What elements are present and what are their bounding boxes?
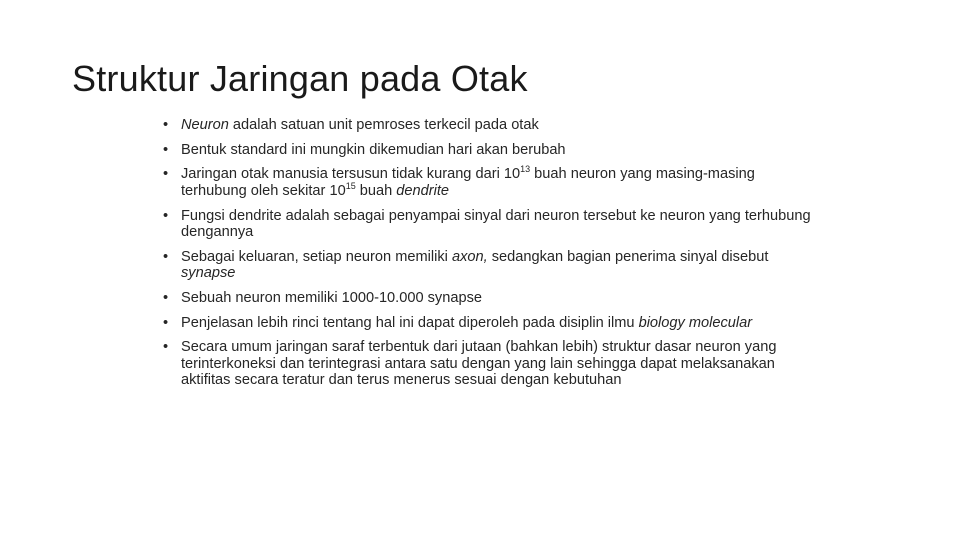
bullet-dot-icon: • xyxy=(163,207,169,224)
text-run: Penjelasan lebih rinci tentang hal ini dapat diperoleh pada disiplin ilmu xyxy=(181,314,639,331)
bullet-dot-icon: • xyxy=(163,141,169,158)
bullet-dot-icon: • xyxy=(163,166,169,183)
italic-term: synapse xyxy=(181,265,236,282)
text-run: Sebuah neuron memiliki 1000-10.000 synapse xyxy=(181,289,482,306)
text-run: Bentuk standard ini mungkin dikemudian hari akan berubah xyxy=(181,141,566,158)
text-run: sedangkan bagian penerima sinyal disebut xyxy=(487,248,769,265)
text-run: buah neuron yang masing-masing terhubung oleh sekitar 10 xyxy=(181,166,755,199)
text-run: buah xyxy=(355,182,397,199)
bullet-dot-icon: • xyxy=(163,339,169,356)
bullet-text xyxy=(181,208,811,241)
superscript-exponent: 13 xyxy=(520,164,531,175)
bullet-list xyxy=(163,117,823,397)
bullet-text xyxy=(181,249,768,282)
bullet-item xyxy=(163,142,823,159)
bullet-text xyxy=(181,290,482,306)
bullet-item xyxy=(163,339,823,389)
italic-term: dendrite xyxy=(396,182,450,199)
bullet-item xyxy=(163,249,823,282)
bullet-item xyxy=(163,117,823,134)
text-run: Jaringan otak manusia tersusun tidak kurang dari 10 xyxy=(181,166,521,183)
bullet-item xyxy=(163,315,823,332)
text-run: Fungsi dendrite adalah sebagai penyampai sinyal dari neuron tersebut ke neuron yang terhubung dengannya xyxy=(181,207,811,241)
italic-term: biology molecular xyxy=(638,314,753,331)
italic-term: axon, xyxy=(451,248,488,265)
bullet-dot-icon: • xyxy=(163,117,169,133)
bullet-item xyxy=(163,208,823,241)
bullet-text xyxy=(181,339,776,388)
bullet-text xyxy=(181,315,752,331)
superscript-exponent: 15 xyxy=(345,181,356,192)
italic-term: Neuron xyxy=(181,117,229,133)
slide-title: Struktur Jaringan pada Otak xyxy=(72,58,528,99)
bullet-dot-icon: • xyxy=(163,314,169,331)
bullet-text xyxy=(181,117,539,133)
bullet-dot-icon: • xyxy=(163,289,169,306)
bullet-dot-icon: • xyxy=(163,248,169,265)
text-run: adalah satuan unit pemroses terkecil pada otak xyxy=(228,117,539,133)
bullet-item xyxy=(163,290,823,307)
text-run: Secara umum jaringan saraf terbentuk dari jutaan (bahkan lebih) struktur dasar neuron yang terinterkoneksi dan terintegrasi antara satu dengan yang lain sehingga dapat melaksanakan aktifitas secara teratur dan terus menerus sesuai dengan kebutuhan xyxy=(181,339,777,389)
bullet-item xyxy=(163,166,823,199)
text-run: Sebagai keluaran, setiap neuron memiliki xyxy=(181,248,452,265)
bullet-text xyxy=(181,142,566,158)
bullet-text xyxy=(181,166,755,199)
